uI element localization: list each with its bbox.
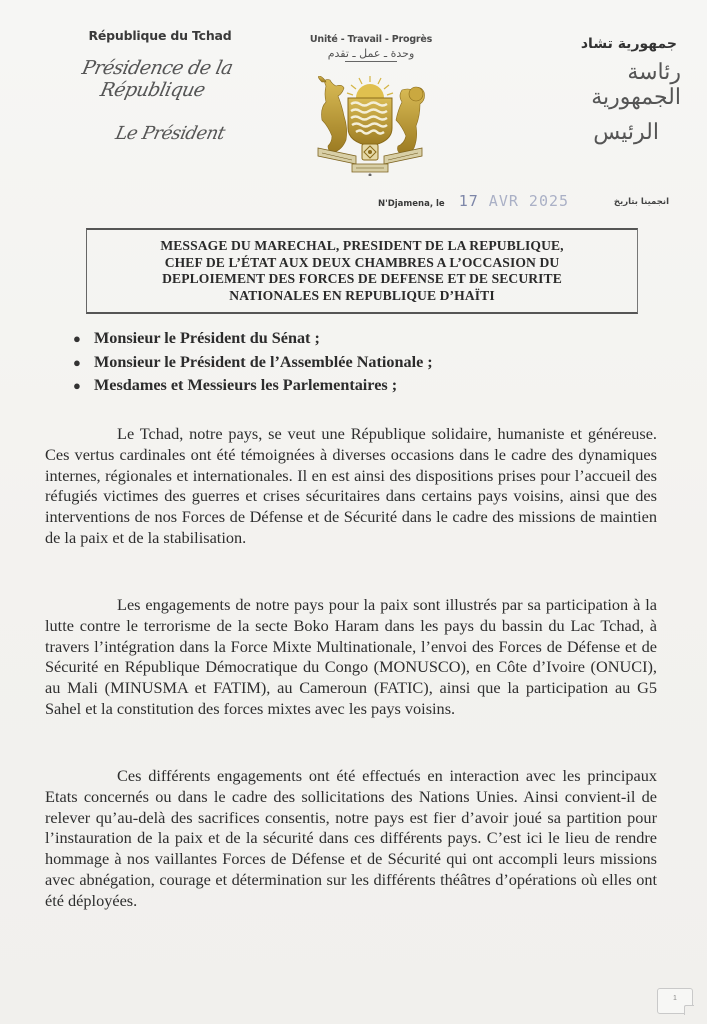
date-stamp-month: AVR — [488, 192, 519, 210]
salutation-text: Monsieur le Président du Sénat ; — [94, 329, 320, 347]
country-name: République du Tchad — [88, 28, 232, 43]
letterhead-right — [539, 36, 689, 145]
letterhead-center — [296, 34, 446, 62]
bullet-icon: ● — [73, 354, 81, 370]
message-title-box — [86, 228, 638, 314]
bullet-icon: ● — [73, 378, 81, 393]
date-stamp — [459, 192, 569, 210]
city-date-label-arabic: انجمينا بتاريخ — [613, 197, 669, 207]
country-name-arabic: جمهورية تشاد — [580, 36, 677, 52]
page-number: 1 — [657, 988, 693, 1014]
title-line: DEPLOIEMENT DES FORCES DE DEFENSE ET DE SECURITE — [162, 271, 562, 286]
coat-of-arms-icon — [312, 76, 428, 176]
body-paragraph: Le Tchad, notre pays, se veut une République solidaire, humaniste et généreuse. Ces vertus cardinales ont été témoignées à diverses occasions dans le cadre des dynamiques internes, régionales et internationales. Il en est ainsi des dispositions prises pour l’accueil des réfugiés victimes des guerres et crises sécuritaires dans certains pays voisins, ainsi que des interventions de nos Forces de Défense et de Sécurité dans le cadre des missions de maintien de la paix et de la stabilisation. — [45, 424, 657, 547]
salutation-text: Monsieur le Président de l’Assemblée Nationale ; — [94, 352, 433, 371]
salutation-list — [73, 327, 433, 398]
salutation-item — [73, 327, 433, 351]
title-line: CHEF DE L’ÉTAT AUX DEUX CHAMBRES A L’OCCASION DU — [164, 254, 560, 270]
salutation-item — [73, 374, 433, 398]
body-paragraph: Les engagements de notre pays pour la paix sont illustrés par sa participation à la lutte contre le terrorisme de la secte Boko Haram dans les pays du bassin du Lac Tchad, à travers l’intégration dans la Force Mixte Multinationale, l’envoi des Forces de Défense et de Sécurité en République Démocratique du Congo (MONUSCO), en Côte d’Ivoire (ONUCI), au Mali (MINUSMA et FATIM), au Cameroun (FATIC), ainsi que la participation au G5 Sahel et la constitution des forces mixtes avec les pays voisins. — [45, 595, 657, 718]
title-line: MESSAGE DU MARECHAL, PRESIDENT DE LA REPUBLIQUE, — [160, 238, 564, 253]
shield-icon — [348, 98, 392, 146]
president-label-arabic: الرئيس — [593, 120, 659, 145]
motto-underline — [345, 61, 397, 62]
title-line: NATIONALES EN REPUBLIQUE D’HAÏTI — [229, 287, 495, 303]
goat-supporter-icon — [318, 76, 346, 152]
date-line — [378, 192, 569, 210]
sun-icon — [347, 76, 393, 98]
medal-icon — [362, 144, 378, 160]
lion-supporter-icon — [396, 87, 425, 154]
date-stamp-day: 17 — [458, 192, 479, 210]
letterhead-left — [70, 28, 280, 144]
salutation-text: Mesdames et Messieurs les Parlementaires ; — [94, 376, 398, 394]
bullet-icon: ● — [73, 331, 81, 346]
salutation-item — [73, 351, 433, 375]
city-date-label: N'Djamena, le — [378, 199, 445, 209]
president-label: Le Président — [113, 123, 227, 144]
presidency-label-arabic: رئاسة الجمهورية — [591, 60, 681, 110]
body-paragraph: Ces différents engagements ont été effectués en interaction avec les principaux Etats concernés ou dans le cadre des sollicitations des Nations Unies. Ainsi convient-il de relever qu’au-delà des sacrifices consentis, notre pays est fier d’avoir joué sa partition pour l’instauration de la paix et de la sécurité dans ces différents pays. C’est ici le lieu de rendre hommage à nos vaillantes Forces de Défense et de Sécurité qui ont accompli leurs missions avec abnégation, courage et détermination sur les différents théâtres d’opérations où elles ont été déployées. — [45, 766, 657, 910]
presidency-label: Présidence de la République — [80, 57, 235, 101]
message-title — [160, 238, 563, 304]
emblem-dot — [369, 174, 372, 177]
date-stamp-year: 2025 — [528, 192, 570, 210]
motto-french: Unité - Travail - Progrès — [309, 34, 433, 45]
motto-arabic: وحدة ـ عمل ـ تقدم — [327, 47, 415, 60]
